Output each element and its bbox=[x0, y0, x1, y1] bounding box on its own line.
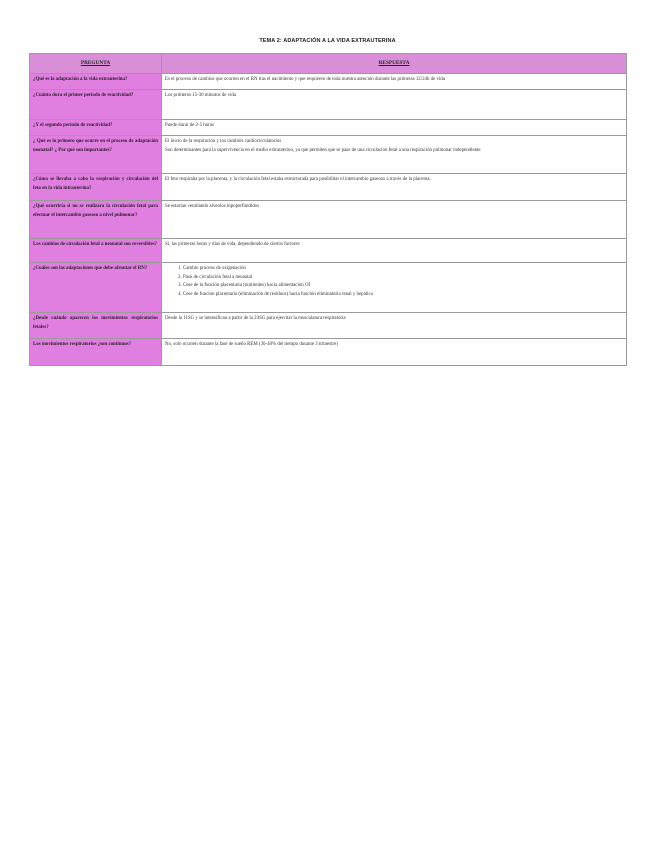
question-cell: Los cambios de circulación fetal a neonatal son reversibles? bbox=[30, 239, 162, 263]
answer-cell bbox=[162, 263, 627, 313]
answer-text: Son determinantes para la supervivencia en el medio extrauterino, ya que permiten que se pase de una circulación fetal a una respiración pulmonar independiente bbox=[165, 147, 481, 153]
question-cell: ¿Y el segundo periodo de reactividad? bbox=[30, 120, 162, 136]
answer-cell bbox=[162, 239, 627, 263]
answer-cell bbox=[162, 90, 627, 120]
list-item: 3. Cese de la función placentaria (nutrientes) hacia alimentación Of bbox=[183, 282, 623, 291]
table-row bbox=[30, 201, 627, 239]
table-row bbox=[30, 136, 627, 174]
table-row bbox=[30, 174, 627, 201]
answer-cell bbox=[162, 74, 627, 90]
header-question: PREGUNTA bbox=[30, 54, 162, 74]
header-answer: RESPUESTA bbox=[162, 54, 627, 74]
question-cell: ¿Desde cuándo aparecen los movimientos respiratorios fetales? bbox=[30, 313, 162, 339]
answer-text: Es el proceso de cambios que ocurren en el RN tras el nacimiento y que requieren de toda nuestra atención durante las primeras 12/24h de vida bbox=[165, 77, 445, 82]
question-cell: ¿Cuánto dura el primer periodo de reactividad? bbox=[30, 90, 162, 120]
answer-cell bbox=[162, 136, 627, 174]
answer-text: El feto respiraba por la placenta, y la circulación fetal estaba estructurada para posibilitar el intercambio gaseoso a través de la placenta. bbox=[165, 177, 431, 182]
answer-text: Los primeros 15-30 minutos de vida bbox=[165, 93, 237, 98]
table-row bbox=[30, 120, 627, 136]
table-row bbox=[30, 339, 627, 366]
question-cell: ¿Cómo se llevaba a cabo la respiración y circulación del feto en la vida intrauterina? bbox=[30, 174, 162, 201]
table-row bbox=[30, 263, 627, 313]
table-header-row bbox=[30, 54, 627, 74]
answer-cell bbox=[162, 120, 627, 136]
question-cell: ¿Qué ocurriría si no se realizara la circulación fetal para efectuar el intercambio gaseoso a nivel pulmonar? bbox=[30, 201, 162, 239]
list-item: 2. Paso de circulación fetal a neonatal bbox=[183, 274, 623, 283]
answer-cell bbox=[162, 174, 627, 201]
answer-cell bbox=[162, 201, 627, 239]
question-cell: ¿Qué es la adaptación a la vida extrauterina? bbox=[30, 74, 162, 90]
list-item: 4. Cese de función placentaria (eliminación de residuos) hacia función eliminatoria renal y hepática bbox=[183, 291, 623, 300]
document-title: TEMA 2: ADAPTACIÓN A LA VIDA EXTRAUTERINA bbox=[259, 38, 396, 44]
question-cell: Los movimientos respiratorios ¿son continuos? bbox=[30, 339, 162, 366]
answer-text: No, solo ocurren durante la fase de sueño REM (30-40% del tiempo durante 3 trimestre) bbox=[165, 342, 338, 347]
table-row bbox=[30, 313, 627, 339]
qa-table bbox=[29, 53, 627, 366]
table-row bbox=[30, 239, 627, 263]
answer-text: Puede durar de 2-5 horas bbox=[165, 123, 214, 128]
answer-cell bbox=[162, 339, 627, 366]
table-row bbox=[30, 90, 627, 120]
answer-text: Se estarían ventilando alveolos hipoperfundidos bbox=[165, 204, 259, 209]
answer-text: El inicio de la respiración y los cambios cardiocirculatorios bbox=[165, 139, 282, 144]
adaptations-list bbox=[165, 265, 623, 299]
list-item: 1. Cambio proceso de oxigenación bbox=[183, 265, 623, 274]
answer-text: Desde la 11SG y se intensifican a partir de la 24SG para ejercitar la musculatura respiratoria bbox=[165, 316, 346, 321]
question-cell: ¿Cuáles son las adaptaciones que debe afrontar el RN? bbox=[30, 263, 162, 313]
question-cell: ¿ Qué es lo primero que ocurre en el proceso de adaptación neonatal? ¿ Por qué son importantes? bbox=[30, 136, 162, 174]
table-row bbox=[30, 74, 627, 90]
answer-text: Sí, las primeras horas y días de vida, dependiendo de ciertos factores bbox=[165, 242, 300, 247]
answer-cell bbox=[162, 313, 627, 339]
